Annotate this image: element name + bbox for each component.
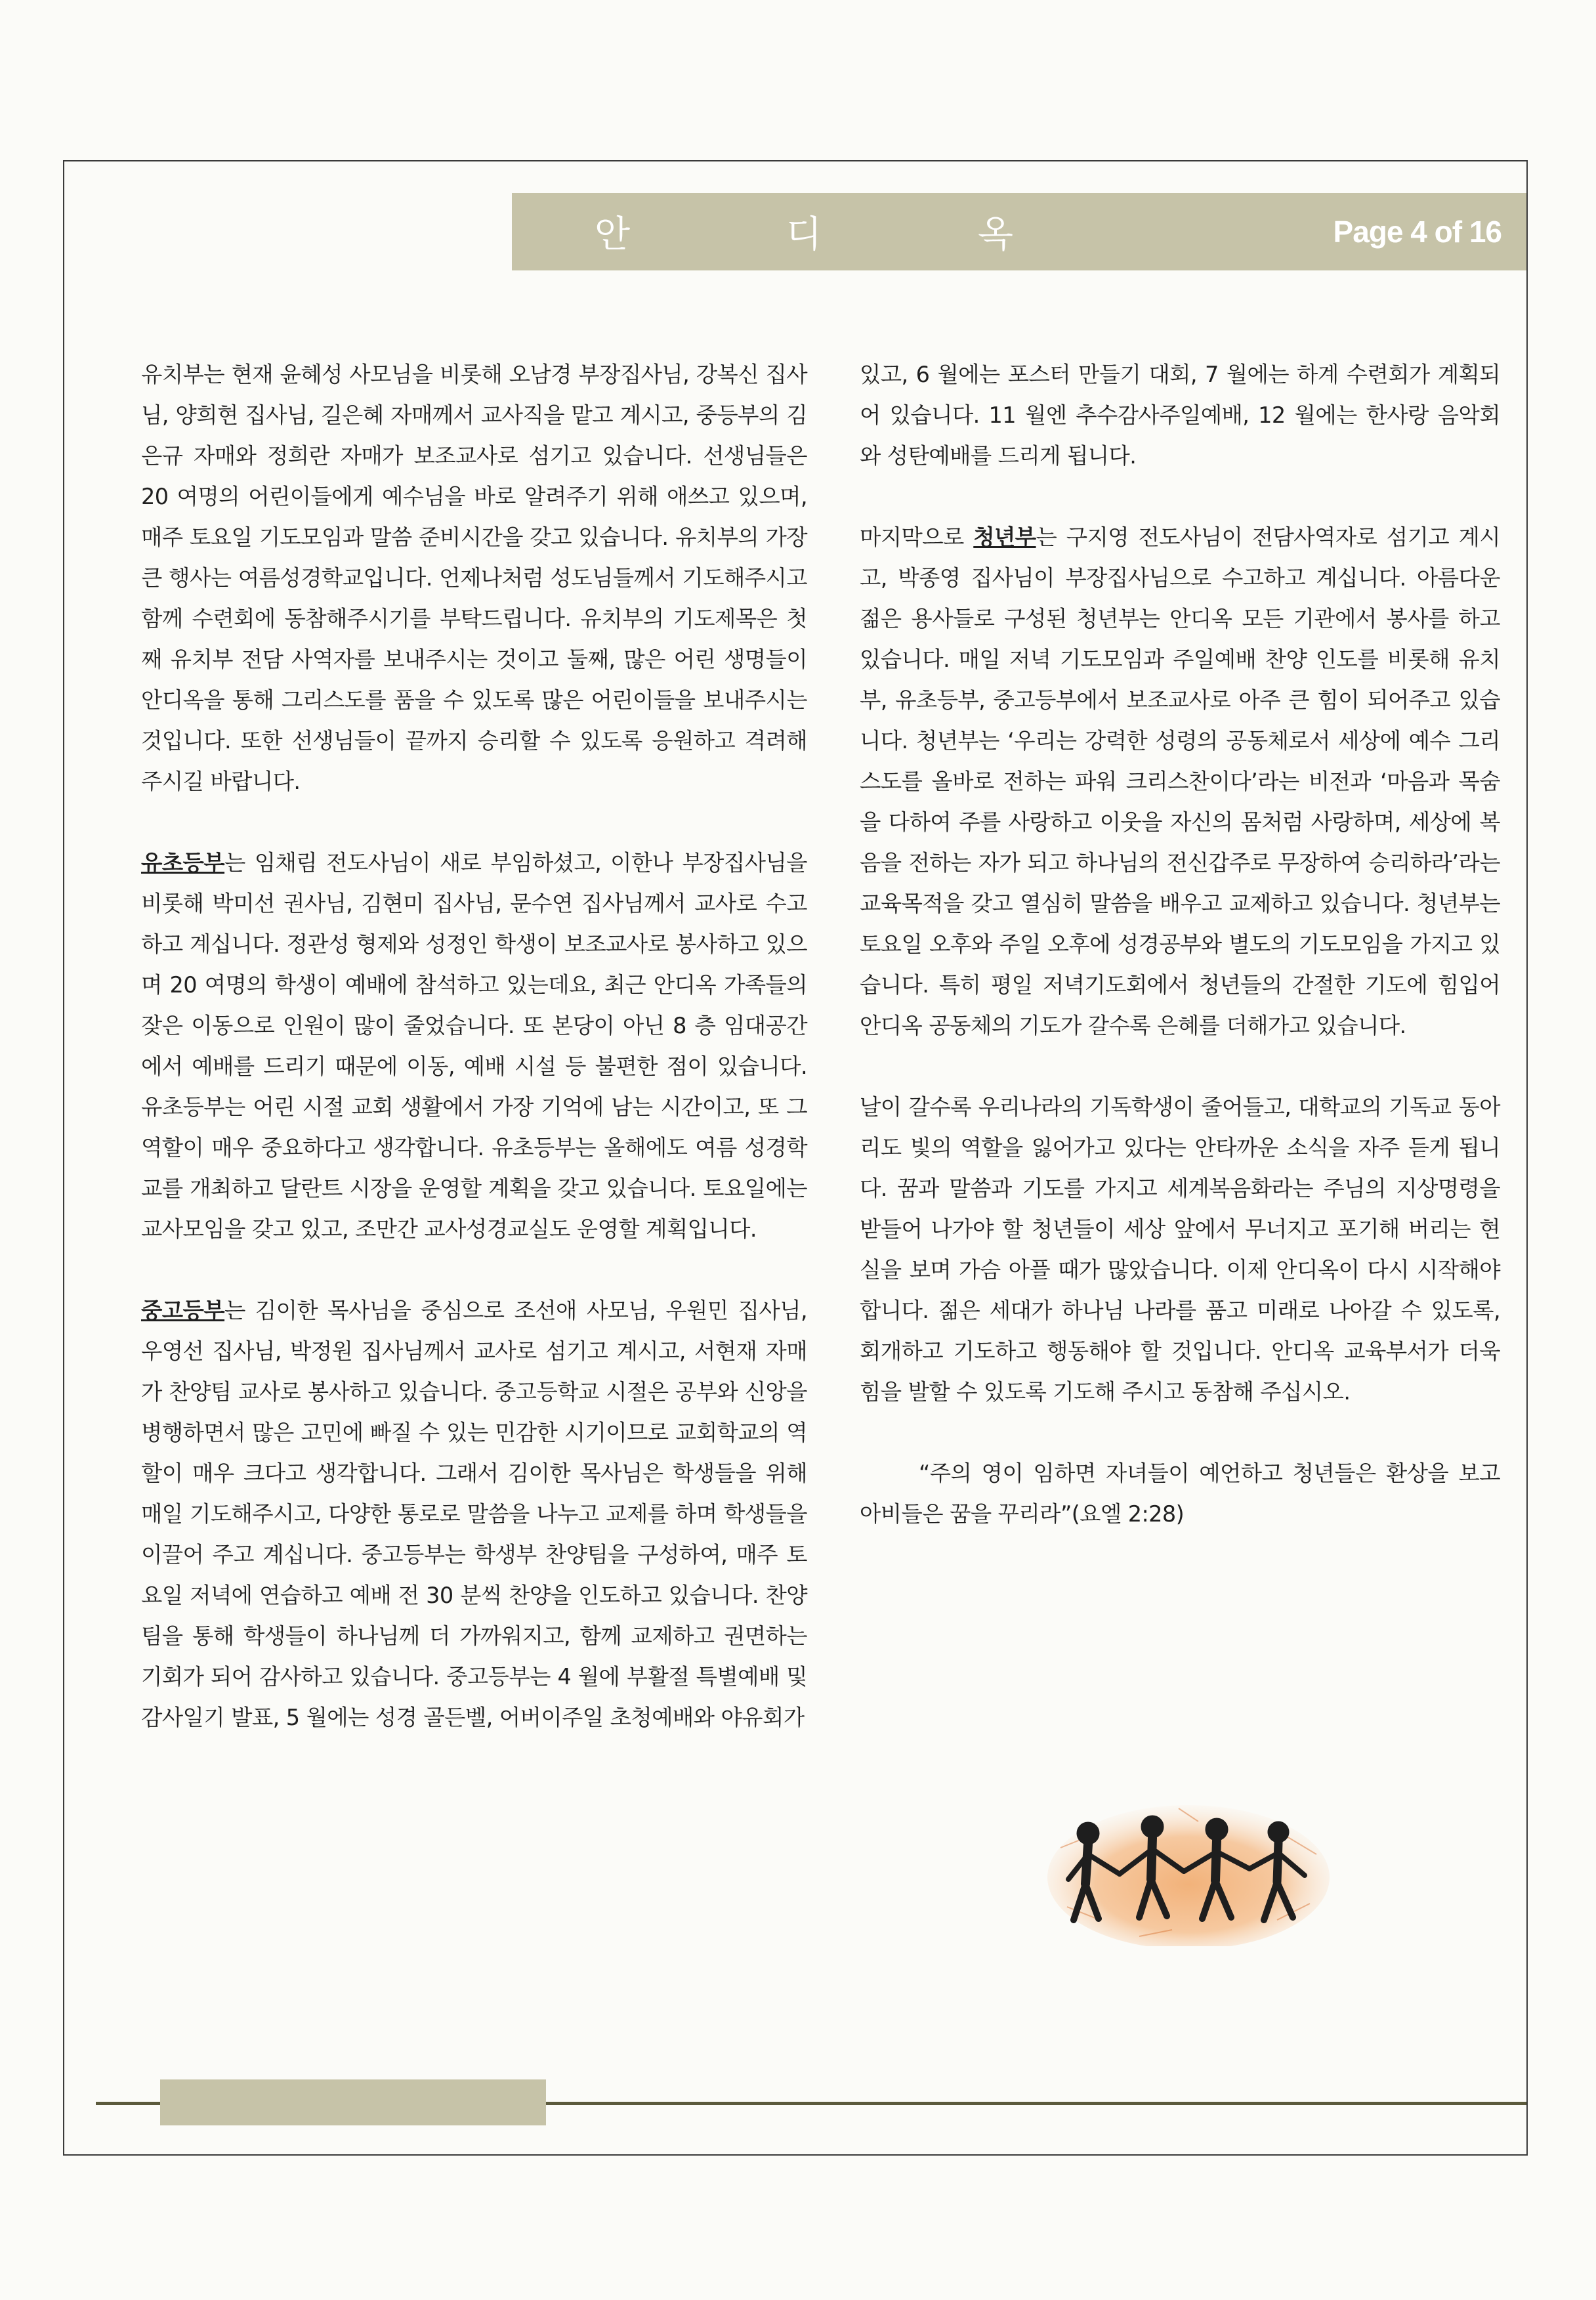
scripture-quote: “주의 영이 임하면 자녀들이 예언하고 청년들은 환상을 보고 아비들은 꿈을 꾸리라”(요엘 2:28) <box>860 1460 1500 1527</box>
youth-text: 는 김이한 목사님을 중심으로 조선애 사모님, 우원민 집사님, 우영선 집사님, 박정원 집사님께서 교사로 섬기고 계시고, 서현재 자매가 찬양팀 교사로 봉사하고 있습니다. 중고등학교 시절은 공부와 신앙을 병행하면서 많은 고민에 빠질 수 있는 민감한 시기이므로 교회학교의 역할이 매우 크다고 생각합니다. 그래서 김이한 목사님은 학생들을 위해 매일 기도해주시고, 다양한 통로로 말씀을 나누고 교제를 하며 학생들을 이끌어 주고 계십니다. 중고등부는 학생부 찬양팀을 구성하여, 매주 토요일 저녁에 연습하고 예배 전 30 분씩 찬양을 인도하고 있습니다. 찬양팀을 통해 학생들이 하나님께 더 가까워지고, 함께 교제하고 권면하는 기회가 되어 감사하고 있습니다. 중고등부는 4 월에 부활절 특별예배 및 감사일기 발표, 5 월에는 성경 골든벨, 어버이주일 초청예배와 야유회가 <box>141 1298 807 1730</box>
left-column <box>141 354 807 1738</box>
elementary-paragraph <box>141 843 807 1250</box>
newsletter-title: 안 디 옥 <box>595 213 1085 256</box>
page-number: Page 4 of 16 <box>1333 215 1502 249</box>
kindergarten-paragraph: 유치부는 현재 윤혜성 사모님을 비롯해 오남경 부장집사님, 강복신 집사님, 양희현 집사님, 길은혜 자매께서 교사직을 맡고 계시고, 중등부의 김은규 자매와 정희란 자매가 보조교사로 섬기고 있습니다. 선생님들은 20 여명의 어린이들에게 예수님을 바로 알려주기 위해 애쓰고 있으며, 매주 토요일 기도모임과 말씀 준비시간을 갖고 있습니다. 유치부의 가장 큰 행사는 여름성경학교입니다. 언제나처럼 성도님들께서 기도해주시고 함께 수련회에 동참해주시기를 부탁드립니다. 유치부의 기도제목은 첫째 유치부 전담 사역자를 보내주시는 것이고 둘째, 많은 어린 생명들이 안디옥을 통해 그리스도를 품을 수 있도록 많은 어린이들을 보내주시는 것입니다. 또한 선생님들이 끝까지 승리할 수 있도록 응원하고 격려해 주시길 바랍니다. <box>141 362 807 794</box>
young-adult-intro: 마지막으로 <box>860 524 974 550</box>
closing-paragraph: 날이 갈수록 우리나라의 기독학생이 줄어들고, 대학교의 기독교 동아리도 빛의 역할을 잃어가고 있다는 안타까운 소식을 자주 듣게 됩니다. 꿈과 말씀과 기도를 가지고 세계복음화라는 주님의 지상명령을 받들어 나가야 할 청년들이 세상 앞에서 무너지고 포기해 버리는 현실을 보며 가슴 아플 때가 많았습니다. 이제 안디옥이 다시 시작해야 합니다. 젊은 세대가 하나님 나라를 품고 미래로 나아갈 수 있도록, 회개하고 기도하고 행동해야 할 것입니다. 안디옥 교육부서가 더욱 힘을 발할 수 있도록 기도해 주시고 동참해 주십시오. <box>860 1094 1500 1405</box>
elementary-text: 는 임채림 전도사님이 새로 부임하셨고, 이한나 부장집사님을 비롯해 박미선 권사님, 김현미 집사님, 문수연 집사님께서 교사로 수고하고 계십니다. 정관성 형제와 성정인 학생이 보조교사로 봉사하고 있으며 20 여명의 학생이 예배에 참석하고 있는데요, 최근 안디옥 가족들의 잦은 이동으로 인원이 많이 줄었습니다. 또 본당이 아닌 8 층 임대공간에서 예배를 드리기 때문에 이동, 예배 시설 등 불편한 점이 있습니다. 유초등부는 어린 시절 교회 생활에서 가장 기억에 남는 시간이고, 또 그 역할이 매우 중요하다고 생각합니다. 유초등부는 올해에도 여름 성경학교를 개최하고 달란트 시장을 운영할 계획을 갖고 있습니다. 토요일에는 교사모임을 갖고 있고, 조만간 교사성경교실도 운영할 계획입니다. <box>141 850 807 1242</box>
young-adult-paragraph <box>860 517 1500 1046</box>
children-holding-hands-illustration <box>1047 1795 1330 1946</box>
youth-dept-heading: 중고등부 <box>141 1298 225 1323</box>
youth-continued-paragraph: 있고, 6 월에는 포스터 만들기 대회, 7 월에는 하계 수련회가 계획되어 있습니다. 11 월엔 추수감사주일예배, 12 월에는 한사랑 음악회와 성탄예배를 드리게 됩니다. <box>860 362 1500 469</box>
right-column <box>860 354 1500 1535</box>
elementary-dept-heading: 유초등부 <box>141 850 225 876</box>
youth-paragraph <box>141 1290 807 1738</box>
young-adult-text: 는 구지영 전도사님이 전담사역자로 섬기고 계시고, 박종영 집사님이 부장집사님으로 수고하고 계십니다. 아름다운 젊은 용사들로 구성된 청년부는 안디옥 모든 기관에서 봉사를 하고 있습니다. 매일 저녁 기도모임과 주일예배 찬양 인도를 비롯해 유치부, 유초등부, 중고등부에서 보조교사로 아주 큰 힘이 되어주고 있습니다. 청년부는 ‘우리는 강력한 성령의 공동체로서 세상에 예수 그리스도를 올바로 전하는 파워 크리스찬이다’라는 비전과 ‘마음과 목숨을 다하여 주를 사랑하고 이웃을 자신의 몸처럼 사랑하며, 세상에 복음을 전하는 자가 되고 하나님의 전신갑주로 무장하여 승리하라’라는 교육목적을 갖고 열심히 말씀을 배우고 교제하고 있습니다. 청년부는 토요일 오후와 주일 오후에 성경공부와 별도의 기도모임을 가지고 있습니다. 특히 평일 저녁기도회에서 청년들의 간절한 기도에 힘입어 안디옥 공동체의 기도가 갈수록 은혜를 더해가고 있습니다. <box>860 524 1500 1038</box>
young-adult-dept-heading: 청년부 <box>973 524 1036 550</box>
footer-accent-bar <box>160 2079 546 2125</box>
header-bar <box>512 193 1526 270</box>
